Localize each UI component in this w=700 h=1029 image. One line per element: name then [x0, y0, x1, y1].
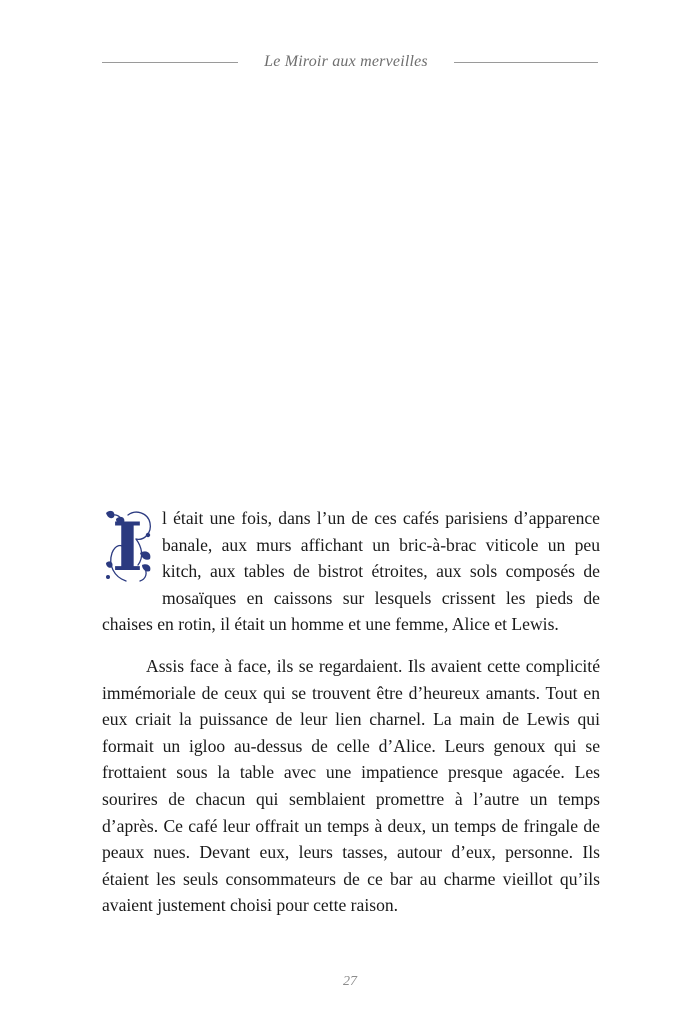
header-rule-left [102, 62, 238, 63]
running-title: Le Miroir aux merveilles [264, 53, 428, 70]
paragraph-1-text: l était une fois, dans l’un de ces cafés parisiens d’apparence banale, aux murs affichant un bric-à-brac viticole un peu kitch, aux tables de bistrot étroites, aux sols composés de mosaïques en caissons sur lesquels crissent les pieds de chaises en rotin, il était un homme et une femme, Alice et Lewis. [102, 508, 600, 635]
ornamental-dropcap [100, 507, 156, 587]
second-paragraph: Assis face à face, ils se regardaient. Ils avaient cette complicité immémoriale de ceux qui se trouvent être d’heureux amants. Tout en eux criait la puissance de leur lien charnel. La main de Lewis qui formait un igloo au-dessus de celle d’Alice. Leurs genoux qui se frottaient sous la table avec une impatience presque agacée. Les sourires de chacun qui semblaient promettre à l’autre un temps d’après. Ce café leur offrait un temps à deux, un temps de fringale de peaux nues. Devant eux, leurs tasses, autour d’eux, personne. Ils étaient les seuls consommateurs de ce bar au charme vieillot qu’ils avaient justement choisi pour cette raison. [102, 655, 600, 916]
running-header [102, 50, 598, 74]
header-rule-right [454, 62, 598, 63]
page-number: 27 [343, 974, 357, 989]
dropcap-letter: I [112, 508, 143, 586]
opening-paragraph [102, 505, 600, 638]
chapter-body [102, 505, 600, 919]
